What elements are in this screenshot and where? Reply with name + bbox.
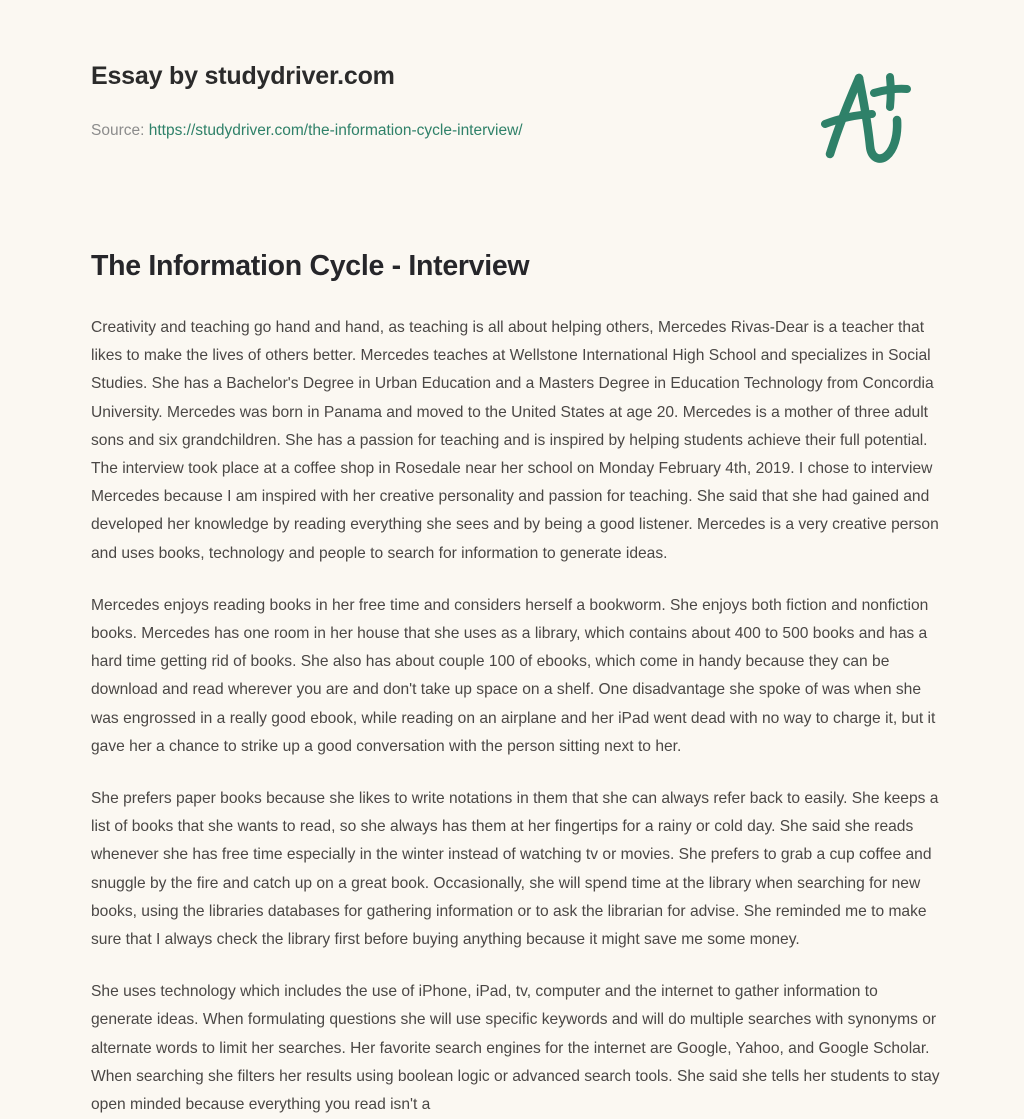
paragraph: Creativity and teaching go hand and hand, as teaching is all about helping others, Mercedes Rivas-Dear is a teacher that likes to make the lives of others better. Mercedes teaches at Wellstone International High School and specializes in Social Studies. She has a Bachelor's Degree in Urban Education and a Masters Degree in Education Technology from Concordia University. Mercedes was born in Panama and moved to the United States at age 20. Mercedes is a mother of three adult sons and six grandchildren. She has a passion for teaching and is inspired by helping students achieve their full potential. The interview took place at a coffee shop in Rosedale near her school on Monday February 4th, 2019. I chose to interview Mercedes because I am inspired with her creative personality and passion for teaching. She said that she had gained and developed her knowledge by reading everything she sees and by being a good listener. Mercedes is a very creative person and uses books, technology and people to search for information to generate ideas. xyxy=(91,319,939,562)
paragraph: She prefers paper books because she likes to write notations in them that she can always refer back to easily. She keeps a list of books that she wants to read, so she always has them at her fingertips for a rainy or cold day. She said she reads whenever she has free time especially in the winter instead of watching tv or movies. She prefers to grab a cup coffee and snuggle by the fire and catch up on a great book. Occasionally, she will spend time at the library when searching for new books, using the libraries databases for gathering information or to ask the librarian for advise. She reminded me to make sure that I always check the library first before buying anything because it might save me some money. xyxy=(91,790,939,949)
paragraph: Mercedes enjoys reading books in her free time and considers herself a bookworm. She enjoys both fiction and nonfiction books. Mercedes has one room in her house that she uses as a library, which contains about 400 to 500 books and has a hard time getting rid of books. She also has about couple 100 of ebooks, which come in handy because they can be download and read wherever you are and don't take up space on a shelf. One disadvantage she spoke of was when she was engrossed in a really good ebook, while reading on an airplane and her iPad went dead with no way to charge it, but it gave her a chance to strike up a good conversation with the person sitting next to her. xyxy=(91,596,936,755)
paragraph: She uses technology which includes the use of iPhone, iPad, tv, computer and the internet to gather information to generate ideas. When formulating questions she will use specific keywords and will do multiple searches with synonyms or alternate words to limit her searches. Her favorite search engines for the internet are Google, Yahoo, and Google Scholar. When searching she filters her results using boolean logic or advanced search tools. She said she tells her students to stay open minded because everything you read isn't a xyxy=(91,983,940,1114)
page-title: The Information Cycle - Interview xyxy=(91,250,530,282)
article xyxy=(91,248,943,1119)
source-label: Source: xyxy=(91,122,145,139)
a-plus-logo xyxy=(812,68,916,168)
source-line xyxy=(91,120,523,142)
essay-body xyxy=(91,314,943,1119)
a-plus-logo-icon xyxy=(812,68,916,168)
brand-title: Essay by studydriver.com xyxy=(91,62,395,90)
source-url-link[interactable]: https://studydriver.com/the-information-cycle-interview/ xyxy=(148,122,523,139)
page-header xyxy=(0,0,1024,200)
